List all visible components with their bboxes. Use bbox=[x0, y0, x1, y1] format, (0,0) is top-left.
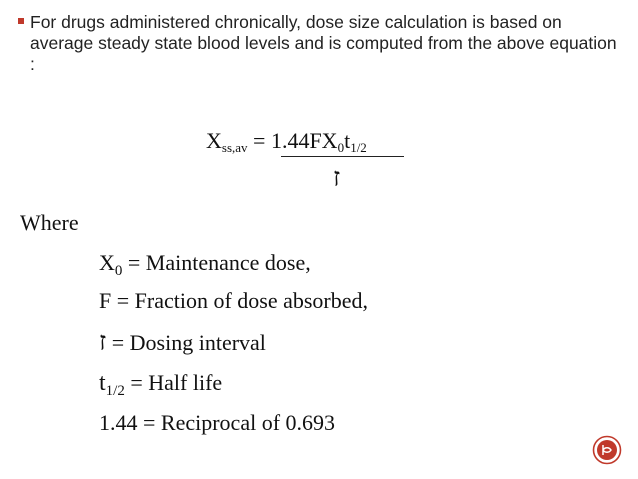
intro-bullet bbox=[18, 12, 618, 75]
x0-text: = Maintenance dose, bbox=[122, 250, 311, 275]
definition-dosing-interval bbox=[99, 327, 266, 357]
x0-subscript: 0 bbox=[114, 263, 123, 279]
square-bullet-icon bbox=[18, 18, 24, 24]
circular-logo-icon bbox=[592, 435, 622, 465]
equation-lhs-symbol: X bbox=[206, 128, 222, 153]
tau-text: = Dosing interval bbox=[106, 330, 266, 355]
half-life-symbol: t bbox=[99, 370, 106, 396]
definition-half-life bbox=[99, 370, 222, 400]
definition-fraction-absorbed: F = Fraction of dose absorbed, bbox=[99, 288, 369, 313]
intro-text: For drugs administered chronically, dose size calculation is based on average steady state blood levels and is computed from the above equation : bbox=[30, 12, 617, 74]
equation-t-symbol: t bbox=[344, 128, 351, 153]
equation-denominator: ז bbox=[333, 163, 341, 192]
tau-symbol: ז bbox=[99, 327, 107, 356]
equation-rhs-prefix: = 1.44FX bbox=[253, 128, 338, 153]
definition-reciprocal: 1.44 = Reciprocal of 0.693 bbox=[99, 410, 336, 435]
steady-state-equation bbox=[206, 128, 367, 156]
x0-symbol: X bbox=[99, 250, 115, 275]
definition-maintenance-dose bbox=[99, 250, 311, 280]
equation-t-subscript: 1/2 bbox=[350, 140, 367, 155]
where-label: Where bbox=[20, 210, 79, 235]
half-life-text: = Half life bbox=[124, 370, 223, 395]
fraction-line bbox=[281, 156, 404, 157]
half-life-subscript: 1/2 bbox=[105, 383, 125, 399]
equation-lhs-subscript: ss,av bbox=[221, 140, 248, 155]
equation-x-subscript: 0 bbox=[337, 140, 345, 155]
